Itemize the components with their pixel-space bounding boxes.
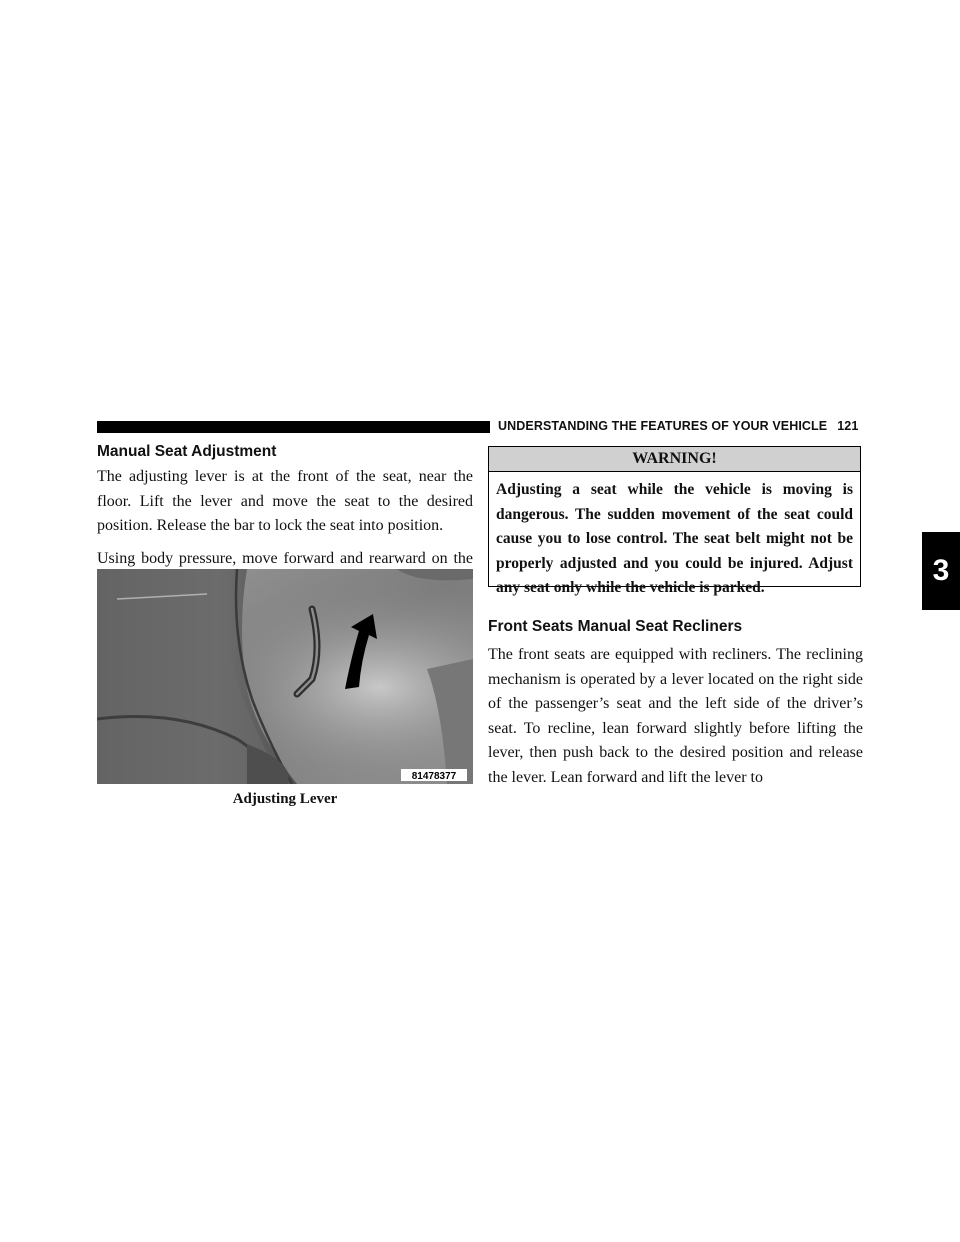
paragraph-recliners: The front seats are equipped with recliners. The reclining mechanism is operated by a lever located on the right side of the passenger’s seat and the left side of the driver’s seat. To recline, lean forward slightly before lifting the lever, then push back to the desired position and release the lever. Lean forward and lift the lever to	[488, 646, 863, 786]
warning-box	[488, 446, 861, 597]
section-heading-manual-seat: Manual Seat Adjustment	[97, 443, 277, 460]
adjusting-lever-photo	[97, 569, 473, 784]
header-title: UNDERSTANDING THE FEATURES OF YOUR VEHICLE	[498, 419, 828, 433]
figure-code: 81478377	[411, 771, 457, 782]
warning-title: WARNING!	[489, 447, 860, 472]
paragraph-adjusting-lever: The adjusting lever is at the front of the seat, near the floor. Lift the lever and move the seat to the desired position. Release the bar to lock the seat into position.	[97, 468, 473, 534]
chapter-tab: 3	[922, 532, 960, 610]
page-number: 121	[837, 419, 859, 433]
right-column	[488, 618, 863, 790]
section-heading-recliners: Front Seats Manual Seat Recliners	[488, 618, 743, 635]
paragraph-body-pressure: Using body pressure, move forward and rearward on the	[97, 549, 473, 567]
figure-caption: Adjusting Lever	[232, 791, 338, 807]
warning-text: Adjusting a seat while the vehicle is moving is dangerous. The sudden movement of the seat could cause you to lose control. The seat belt might not be properly adjusted and you could be injured. Adjust any seat only while the vehicle is parked.	[496, 481, 853, 597]
running-header	[498, 419, 866, 433]
header-rule	[97, 421, 490, 433]
